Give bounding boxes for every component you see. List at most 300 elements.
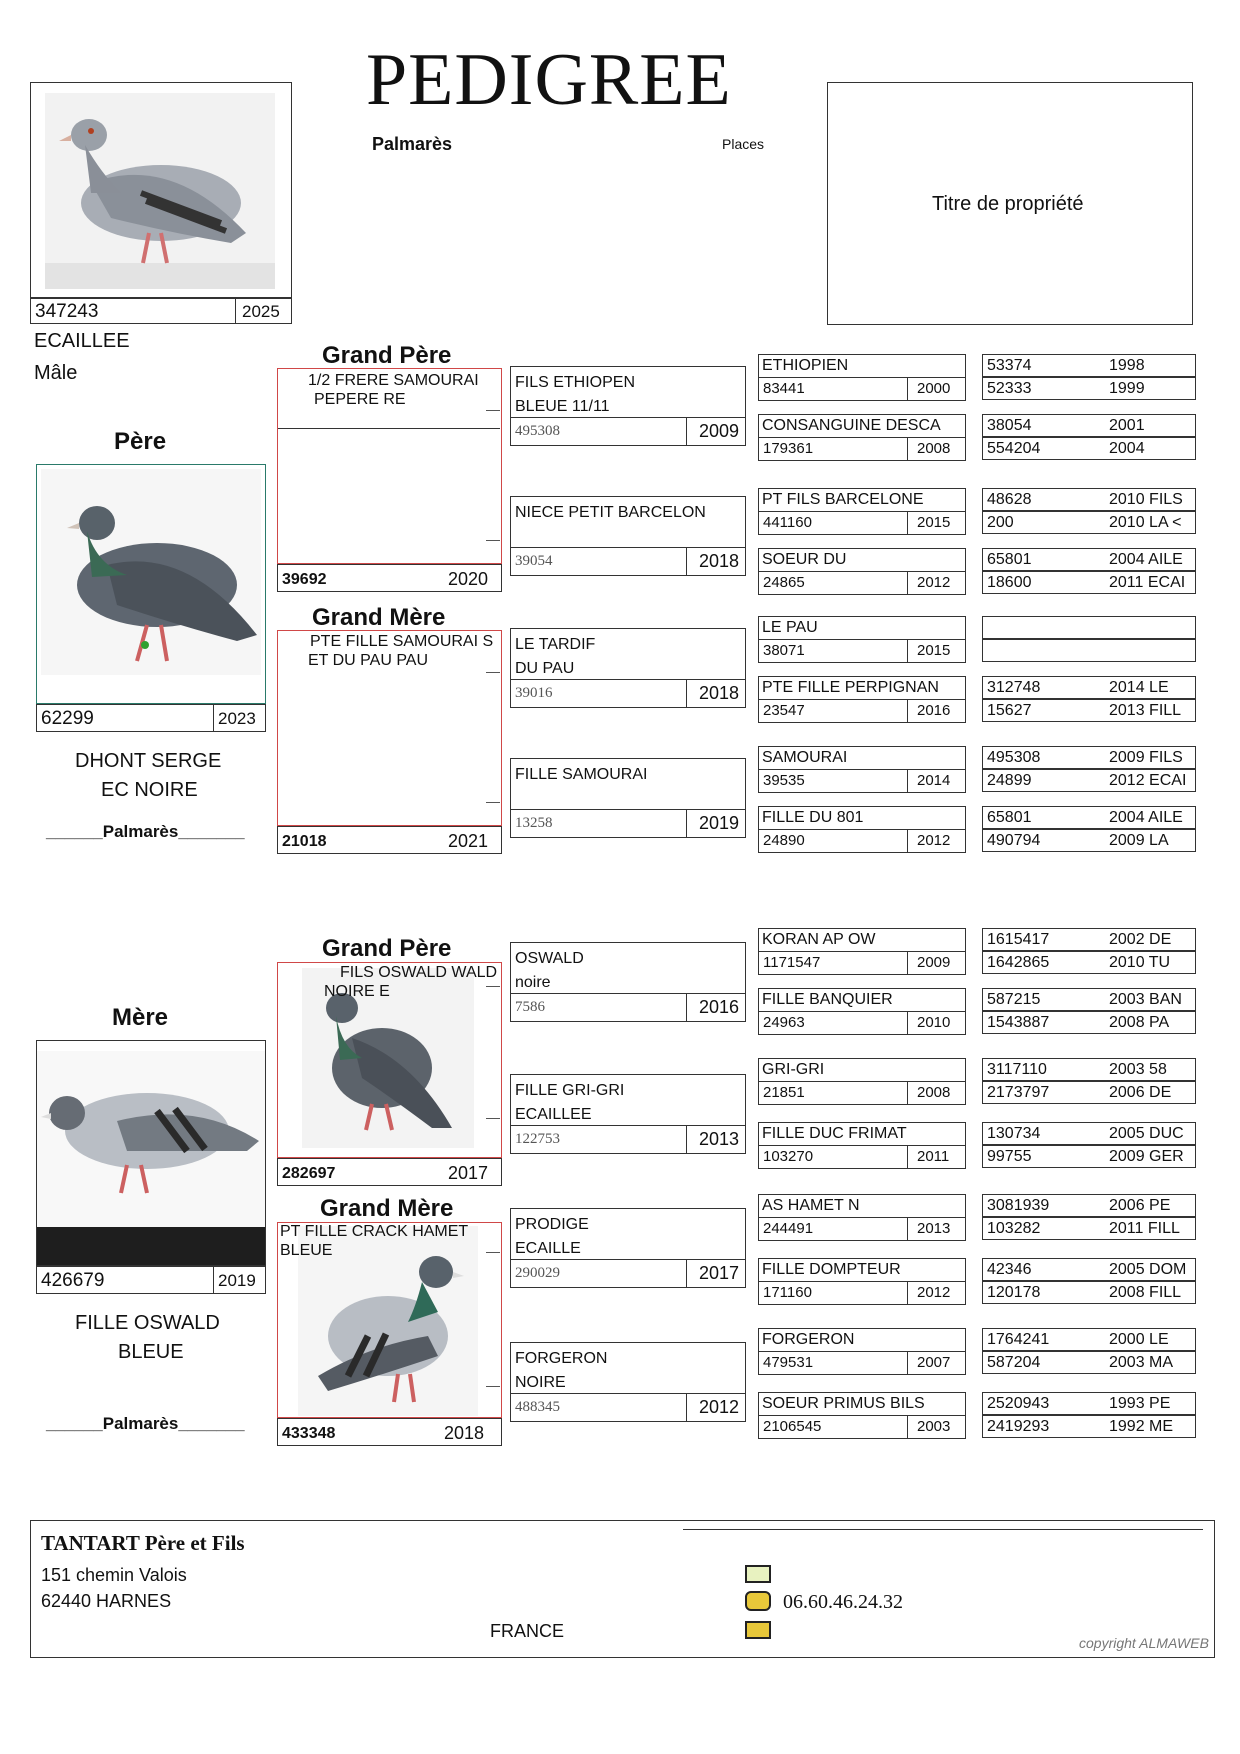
gen4-entry	[982, 616, 1196, 662]
gen4-year: 2011 ECAI	[1109, 574, 1186, 591]
gen3-entry	[758, 414, 966, 461]
gen3-year: 2012	[917, 832, 951, 849]
gen4-row	[982, 1328, 1196, 1351]
gen4-year: 2010 LA <	[1109, 514, 1182, 531]
gen3-year: 2016	[917, 702, 951, 719]
gen2-ring-row	[510, 994, 746, 1022]
gen4-year: 2009 GER	[1109, 1148, 1184, 1165]
gen4-entry	[982, 354, 1196, 400]
gen4-ring: 15627	[987, 702, 1032, 719]
gen4-year: 1993 PE	[1109, 1395, 1171, 1412]
gen3-year: 2015	[917, 642, 951, 659]
gen4-year: 2013 FILL	[1109, 702, 1182, 719]
gen2-ring-row	[510, 1260, 746, 1288]
gen4-ring: 2520943	[987, 1395, 1050, 1412]
gen2-year: 2019	[698, 813, 739, 833]
gen4-ring: 48628	[987, 491, 1032, 508]
gen2-line1: OSWALD	[515, 950, 584, 967]
gen2-line1: FILS ETHIOPEN	[515, 374, 636, 391]
connector-tick	[486, 1252, 500, 1253]
gen3-ring: 24865	[763, 574, 805, 591]
gen4-year: 2014 LE	[1109, 679, 1169, 696]
gen4-entry	[982, 1122, 1196, 1168]
gen3-ring: 479531	[763, 1354, 814, 1371]
gm2-label: Grand Mère	[320, 1195, 454, 1222]
gen2-entry	[510, 496, 746, 583]
gen3-ring-row	[758, 1146, 966, 1169]
gen4-year: 2008 FILL	[1109, 1284, 1182, 1301]
gen4-entry	[982, 806, 1196, 852]
gen2-entry	[510, 628, 746, 715]
gen2-year: 2018	[698, 683, 739, 703]
gen2-entry	[510, 758, 746, 845]
gen4-ring: 495308	[987, 749, 1041, 766]
subject-ring: 347243	[35, 301, 99, 322]
gen3-name: ETHIOPIEN	[758, 354, 966, 378]
gen4-year: 2004 AILE	[1109, 809, 1183, 826]
gen3-ring: 38071	[763, 642, 805, 659]
gen4-row	[982, 1122, 1196, 1145]
gen4-ring: 1543887	[987, 1014, 1050, 1031]
subject-color: ECAILLEE	[34, 330, 130, 352]
footer-rule	[683, 1529, 1203, 1530]
gen4-ring: 587215	[987, 991, 1041, 1008]
gen4-row	[982, 1011, 1196, 1034]
gen3-year: 2000	[917, 380, 951, 397]
gen4-entry	[982, 488, 1196, 534]
gen4-entry	[982, 548, 1196, 594]
gen4-ring: 1615417	[987, 931, 1050, 948]
gen3-year: 2014	[917, 772, 951, 789]
gen4-entry	[982, 1328, 1196, 1374]
gen2-ring-row	[510, 1394, 746, 1422]
palmares-heading: Palmarès	[372, 134, 453, 154]
connector-tick	[486, 1118, 500, 1119]
gen4-row	[982, 1217, 1196, 1240]
gen4-row	[982, 1194, 1196, 1217]
gen3-ring: 441160	[763, 514, 812, 531]
gen2-names	[510, 942, 746, 994]
copyright: copyright ALMAWEB	[1079, 1635, 1209, 1651]
address-line1: 151 chemin Valois	[41, 1565, 187, 1585]
mere-ring-box	[36, 1266, 214, 1294]
mere-label: Mère	[112, 1004, 169, 1031]
gen4-year: 1992 ME	[1109, 1418, 1174, 1435]
gen3-entry	[758, 746, 966, 793]
gm1-line1: PTE FILLE SAMOURAI S	[310, 633, 494, 650]
gm2-ring: 433348	[282, 1425, 336, 1442]
gen2-ring: 290029	[515, 1265, 560, 1281]
gen2-names	[510, 1074, 746, 1126]
gm2-year: 2018	[444, 1423, 485, 1443]
gen4-year: 2008 PA	[1109, 1014, 1170, 1031]
gen3-name: FILLE BANQUIER	[758, 988, 966, 1012]
gm1-ring: 21018	[282, 833, 327, 850]
gen2-entry	[510, 1342, 746, 1429]
gen4-ring: 38054	[987, 417, 1032, 434]
gen4-row	[982, 1258, 1196, 1281]
gen2-year: 2016	[698, 997, 739, 1017]
gen2-line2: DU PAU	[515, 660, 575, 677]
gen4-ring: 103282	[987, 1220, 1041, 1237]
gen2-ring: 488345	[515, 1399, 560, 1415]
gen4-ring: 312748	[987, 679, 1041, 696]
gp2-line1: FILS OSWALD WALD	[340, 964, 498, 981]
subject-ring-box	[30, 298, 236, 324]
gen4-entry	[982, 414, 1196, 460]
pere-photo-frame	[36, 464, 266, 704]
fax-icon	[745, 1621, 771, 1639]
gen3-ring-row	[758, 640, 966, 663]
gen4-ring: 1764241	[987, 1331, 1050, 1348]
gm1-label: Grand Mère	[312, 604, 446, 631]
gen2-line1: PRODIGE	[515, 1216, 589, 1233]
gen2-line1: FILLE SAMOURAI	[515, 766, 648, 783]
gen2-ring-row	[510, 418, 746, 446]
gen3-name: FILLE DUC FRIMAT	[758, 1122, 966, 1146]
gen4-row	[982, 746, 1196, 769]
gen3-ring-row	[758, 770, 966, 793]
gen4-year: 2003 58	[1109, 1061, 1167, 1078]
gen4-ring: 3081939	[987, 1197, 1050, 1214]
pere-palmares: ______Palmarès_______	[46, 822, 245, 841]
mere-name2: BLEUE	[118, 1341, 184, 1363]
pere-year-box	[213, 704, 266, 732]
gen3-name: KORAN AP OW	[758, 928, 966, 952]
gen4-ring: 65801	[987, 551, 1032, 568]
gen3-name: FILLE DOMPTEUR	[758, 1258, 966, 1282]
gen4-year: 2005 DOM	[1109, 1261, 1187, 1278]
gen4-row	[982, 571, 1196, 594]
gen2-ring: 495308	[515, 423, 560, 439]
pere-ring: 62299	[41, 708, 94, 729]
gen2-line2: BLEUE 11/11	[515, 398, 610, 415]
gen3-year: 2008	[917, 1084, 951, 1101]
gp2-line2: NOIRE E	[324, 983, 390, 1000]
gen3-year: 2008	[917, 440, 951, 457]
gm2-ring-box	[277, 1418, 502, 1446]
gm1-line2: ET DU PAU PAU	[308, 652, 429, 669]
gen2-year: 2013	[698, 1129, 739, 1149]
gen3-ring-row	[758, 572, 966, 595]
gen4-year: 2003 BAN	[1109, 991, 1182, 1008]
gen4-row	[982, 988, 1196, 1011]
gen2-ring-row	[510, 1126, 746, 1154]
gen4-row	[982, 488, 1196, 511]
gp1-line1: 1/2 FRERE SAMOURAI	[308, 372, 479, 389]
gen3-ring-row	[758, 378, 966, 401]
gp1-line2: PEPERE RE	[314, 391, 406, 408]
gen3-ring-row	[758, 1012, 966, 1035]
places-label: Places	[722, 136, 765, 152]
gen3-ring: 24963	[763, 1014, 805, 1031]
gen4-ring: 587204	[987, 1354, 1041, 1371]
gen4-row	[982, 1058, 1196, 1081]
gen4-row	[982, 354, 1196, 377]
gen2-ring-row	[510, 680, 746, 708]
gen2-year: 2017	[698, 1263, 739, 1283]
pere-name1: DHONT SERGE	[75, 750, 222, 772]
mere-pigeon-photo	[37, 1041, 265, 1265]
gen4-ring: 3117110	[987, 1061, 1047, 1078]
gen3-ring: 83441	[763, 380, 805, 397]
gen3-year: 2012	[917, 1284, 951, 1301]
gen3-entry	[758, 928, 966, 975]
gen3-ring-row	[758, 1352, 966, 1375]
titre-propriete: Titre de propriété	[932, 193, 1084, 215]
gen3-ring-row	[758, 952, 966, 975]
gen4-row	[982, 1392, 1196, 1415]
gp1-ring: 39692	[282, 571, 327, 588]
gen3-entry	[758, 1122, 966, 1169]
gen4-row	[982, 377, 1196, 400]
gm1-ring-box	[277, 826, 502, 854]
gen2-ring: 13258	[515, 815, 553, 831]
gen4-ring: 120178	[987, 1284, 1041, 1301]
gen4-entry	[982, 746, 1196, 792]
gen2-names	[510, 628, 746, 680]
gp2-ring: 282697	[282, 1165, 336, 1182]
gen3-entry	[758, 806, 966, 853]
gen3-ring: 23547	[763, 702, 805, 719]
gen3-ring: 24890	[763, 832, 805, 849]
gen4-year: 2010 TU	[1109, 954, 1171, 971]
gen4-year: 2009 FILS	[1109, 749, 1183, 766]
connector-tick	[486, 540, 500, 541]
gp1-ring-box	[277, 564, 502, 592]
owner-name: TANTART Père et Fils	[41, 1531, 245, 1555]
gen2-names	[510, 1208, 746, 1260]
gen4-row	[982, 951, 1196, 974]
gen4-row	[982, 769, 1196, 792]
gen4-row	[982, 1145, 1196, 1168]
gen4-row	[982, 806, 1196, 829]
mere-year-box	[213, 1266, 266, 1294]
gen2-entry	[510, 1208, 746, 1295]
footer-box	[30, 1520, 1215, 1658]
gen4-year: 2002 DE	[1109, 931, 1172, 948]
gen2-ring-row	[510, 548, 746, 576]
gp1-label: Grand Père	[322, 342, 452, 369]
gen4-ring: 52333	[987, 380, 1032, 397]
page-title: PEDIGREE	[366, 39, 732, 121]
gen4-year: 2001	[1109, 417, 1145, 434]
gen4-row	[982, 928, 1196, 951]
gen3-entry	[758, 548, 966, 595]
gen2-line2: ECAILLEE	[515, 1106, 592, 1123]
gen3-entry	[758, 1392, 966, 1439]
gen3-name: AS HAMET N	[758, 1194, 966, 1218]
gen2-entry	[510, 942, 746, 1029]
gen3-year: 2010	[917, 1014, 951, 1031]
gen4-entry	[982, 1392, 1196, 1438]
gen3-name: PT FILS BARCELONE	[758, 488, 966, 512]
gen3-ring-row	[758, 438, 966, 461]
gen2-names	[510, 366, 746, 418]
gen4-entry	[982, 988, 1196, 1034]
gen3-ring-row	[758, 1218, 966, 1241]
gen2-year: 2018	[698, 551, 739, 571]
gen4-year: 2012 ECAI	[1109, 772, 1187, 789]
gen3-name: SOEUR DU	[758, 548, 966, 572]
gm2-line1: PT FILLE CRACK HAMET	[280, 1223, 469, 1240]
gen3-ring: 244491	[763, 1220, 814, 1237]
gen3-ring-row	[758, 700, 966, 723]
gen4-ring: 554204	[987, 440, 1041, 457]
gen4-ring: 1642865	[987, 954, 1050, 971]
gen3-name: FILLE DU 801	[758, 806, 966, 830]
subject-photo-frame	[30, 82, 292, 298]
gp2-ring-box	[277, 1158, 502, 1186]
gen3-year: 2012	[917, 574, 951, 591]
subject-sex: Mâle	[34, 362, 78, 384]
gen2-names	[510, 496, 746, 548]
gen3-name: SAMOURAI	[758, 746, 966, 770]
gen4-year: 2003 MA	[1109, 1354, 1174, 1371]
gen3-name: CONSANGUINE DESCA	[758, 414, 966, 438]
gen4-row	[982, 548, 1196, 571]
connector-tick	[486, 1386, 500, 1387]
gen4-year: 2004	[1109, 440, 1145, 457]
gen4-ring: 65801	[987, 809, 1032, 826]
mere-year: 2019	[218, 1271, 256, 1290]
gp1-year: 2020	[448, 569, 489, 589]
connector-tick	[486, 986, 500, 987]
gen3-entry	[758, 1328, 966, 1375]
subject-year-box	[235, 298, 292, 324]
gen3-entry	[758, 1058, 966, 1105]
gen3-ring-row	[758, 512, 966, 535]
connector-tick	[486, 802, 500, 803]
gen4-ring: 53374	[987, 357, 1032, 374]
pere-ring-box	[36, 704, 214, 732]
gen3-ring: 21851	[763, 1084, 805, 1101]
gen4-year: 2006 DE	[1109, 1084, 1172, 1101]
gen3-year: 2011	[917, 1148, 950, 1165]
pere-year: 2023	[218, 709, 256, 728]
gm2-line2: BLEUE	[280, 1242, 333, 1259]
gen3-ring-row	[758, 1282, 966, 1305]
gen2-line1: LE TARDIF	[515, 636, 596, 653]
gen3-ring: 179361	[763, 440, 814, 457]
gen3-name: GRI-GRI	[758, 1058, 966, 1082]
gen2-ring: 122753	[515, 1131, 560, 1147]
gen3-entry	[758, 354, 966, 401]
gen4-year: 2009 LA	[1109, 832, 1169, 849]
gen4-row	[982, 511, 1196, 534]
mere-ring: 426679	[41, 1270, 105, 1291]
gen3-entry	[758, 1258, 966, 1305]
gen2-line2: NOIRE	[515, 1374, 566, 1391]
gen3-ring: 2106545	[763, 1418, 822, 1435]
gp2-label: Grand Père	[322, 935, 452, 962]
address-line2: 62440 HARNES	[41, 1591, 172, 1611]
gen3-year: 2013	[917, 1220, 951, 1237]
gp2-year: 2017	[448, 1163, 489, 1183]
gen4-year: 2011 FILL	[1109, 1220, 1180, 1237]
gen3-name: LE PAU	[758, 616, 966, 640]
phone-icon	[745, 1591, 771, 1611]
gen4-year: 1999	[1109, 380, 1145, 397]
gen3-entry	[758, 676, 966, 723]
subject-year: 2025	[242, 302, 280, 321]
gen3-year: 2015	[917, 514, 951, 531]
gen2-line2: noire	[515, 974, 551, 991]
gen4-entry	[982, 1194, 1196, 1240]
gen4-row	[982, 1351, 1196, 1374]
gen4-ring: 490794	[987, 832, 1041, 849]
gen4-year: 2006 PE	[1109, 1197, 1171, 1214]
phone-number: 06.60.46.24.32	[783, 1591, 903, 1613]
gen3-ring-row	[758, 1416, 966, 1439]
gen2-line1: NIECE PETIT BARCELON	[515, 504, 706, 521]
gen4-ring: 42346	[987, 1261, 1032, 1278]
gen2-entry	[510, 1074, 746, 1161]
gen3-ring: 1171547	[763, 954, 821, 971]
gen3-name: SOEUR PRIMUS BILS	[758, 1392, 966, 1416]
gen4-ring: 2173797	[987, 1084, 1050, 1101]
gen3-ring: 171160	[763, 1284, 812, 1301]
gen4-row	[982, 616, 1196, 639]
gen4-ring: 24899	[987, 772, 1032, 789]
gp1-divider	[278, 428, 500, 429]
gen4-ring: 2419293	[987, 1418, 1050, 1435]
pere-name2: EC NOIRE	[101, 779, 198, 801]
country: FRANCE	[490, 1621, 565, 1641]
gen3-entry	[758, 1194, 966, 1241]
gen4-row	[982, 1281, 1196, 1304]
gen4-row	[982, 1415, 1196, 1438]
gen4-entry	[982, 928, 1196, 974]
gen4-row	[982, 414, 1196, 437]
gen4-row	[982, 829, 1196, 852]
gen2-year: 2012	[698, 1397, 739, 1417]
gen2-names	[510, 758, 746, 810]
gen4-entry	[982, 1258, 1196, 1304]
mere-name1: FILLE OSWALD	[75, 1312, 220, 1334]
gen2-ring-row	[510, 810, 746, 838]
connector-tick	[486, 672, 500, 673]
gen4-ring: 99755	[987, 1148, 1032, 1165]
gen2-line1: FORGERON	[515, 1350, 608, 1367]
mere-photo-frame	[36, 1040, 266, 1266]
gen4-ring: 18600	[987, 574, 1032, 591]
gen4-row	[982, 699, 1196, 722]
gen3-year: 2007	[917, 1354, 951, 1371]
gen4-year: 2004 AILE	[1109, 551, 1183, 568]
gen3-name: PTE FILLE PERPIGNAN	[758, 676, 966, 700]
gen3-entry	[758, 616, 966, 663]
gen2-ring: 39016	[515, 685, 553, 701]
gen4-row	[982, 639, 1196, 662]
gen4-year: 2005 DUC	[1109, 1125, 1184, 1142]
gen3-ring: 103270	[763, 1148, 814, 1165]
gen3-ring: 39535	[763, 772, 805, 789]
mere-palmares: ______Palmarès_______	[46, 1414, 245, 1433]
subject-pigeon-photo	[31, 83, 291, 297]
connector-tick	[486, 410, 500, 411]
gen3-ring-row	[758, 1082, 966, 1105]
gen2-ring: 7586	[515, 999, 545, 1015]
envelope-icon	[745, 1565, 771, 1583]
gen3-year: 2003	[917, 1418, 951, 1435]
gen2-year: 2009	[698, 421, 739, 441]
gen4-ring: 200	[987, 514, 1014, 531]
gen4-year: 2000 LE	[1109, 1331, 1169, 1348]
gen2-line2: ECAILLE	[515, 1240, 581, 1257]
gen4-ring: 130734	[987, 1125, 1041, 1142]
gen4-entry	[982, 676, 1196, 722]
